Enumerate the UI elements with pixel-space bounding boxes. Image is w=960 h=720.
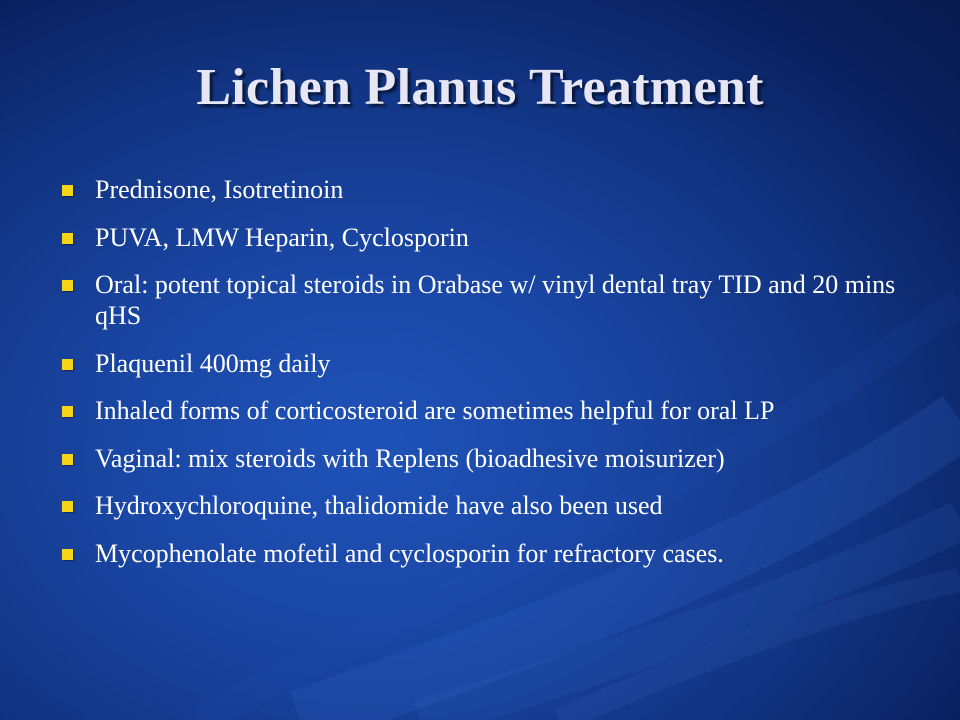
square-bullet-icon [62,549,73,560]
bullet-text: Mycophenolate mofetil and cyclosporin for refractory cases. [95,538,724,568]
square-bullet-icon [62,233,73,244]
bullet-text: Prednisone, Isotretinoin [95,175,344,204]
bullet-text: PUVA, LMW Heparin, Cyclosporin [95,222,469,252]
bullet-text: Plaquenil 400mg daily [95,348,331,378]
list-item [62,222,912,253]
list-item [62,269,912,331]
list-item [62,490,912,521]
list-item [62,538,912,569]
square-bullet-icon [62,280,73,291]
slide-title: Lichen Planus Treatment [196,59,764,116]
list-item [62,395,912,426]
list-item [62,443,912,474]
list-item [62,348,912,379]
square-bullet-icon [62,406,73,417]
square-bullet-icon [62,359,73,370]
square-bullet-icon [62,454,73,465]
bullet-text: Hydroxychloroquine, thalidomide have also been used [95,491,663,520]
bullet-text: Inhaled forms of corticosteroid are sometimes helpful for oral LP [95,396,775,425]
list-item [62,174,912,205]
square-bullet-icon [62,501,73,512]
bullet-text: Vaginal: mix steroids with Replens (bioadhesive moisurizer) [95,443,725,473]
square-bullet-icon [62,185,73,196]
bullet-list [62,174,912,585]
bullet-text: Oral: potent topical steroids in Orabase w/ vinyl dental tray TID and 20 mins qHS [95,270,896,330]
